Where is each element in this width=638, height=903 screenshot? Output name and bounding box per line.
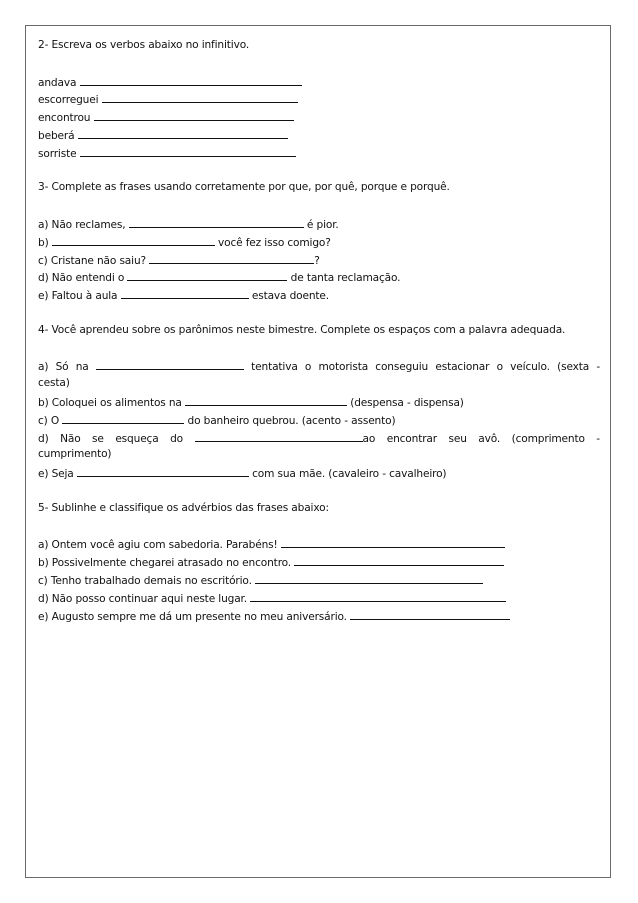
- answer-blank[interactable]: [250, 589, 506, 602]
- worksheet-frame: [25, 25, 611, 878]
- section2-item-escorreguei: escorreguei: [38, 90, 600, 108]
- section2-item-sorriste: sorriste: [38, 144, 600, 162]
- section4-item-c: c) O do banheiro quebrou. (acento - assento): [38, 411, 600, 429]
- section4-item-e: e) Seja com sua mãe. (cavaleiro - cavalheiro): [38, 464, 600, 482]
- section5-item-e: e) Augusto sempre me dá um presente no meu aniversário.: [38, 607, 600, 625]
- answer-blank[interactable]: [96, 357, 244, 370]
- answer-blank[interactable]: [149, 251, 314, 264]
- answer-blank[interactable]: [195, 429, 363, 442]
- answer-blank[interactable]: [350, 607, 510, 620]
- answer-blank[interactable]: [127, 268, 287, 281]
- section4-item-a: a) Só na tentativa o motorista conseguiu estacionar o veículo. (sexta -: [38, 357, 600, 375]
- section5-item-d: d) Não posso continuar aqui neste lugar.: [38, 589, 600, 607]
- section3-item-b: b) você fez isso comigo?: [38, 233, 600, 251]
- answer-blank[interactable]: [80, 144, 296, 157]
- section4-item-d: d) Não se esqueça do ao encontrar seu avô. (comprimento -: [38, 429, 600, 447]
- section3-item-d: d) Não entendi o de tanta reclamação.: [38, 268, 600, 286]
- answer-blank[interactable]: [255, 571, 483, 584]
- answer-blank[interactable]: [102, 90, 298, 103]
- section3-heading: 3- Complete as frases usando corretamente por que, por quê, porque e porquê.: [38, 181, 450, 194]
- section5-item-c: c) Tenho trabalhado demais no escritório.: [38, 571, 600, 589]
- answer-blank[interactable]: [121, 286, 249, 299]
- section4-item-d-continued: cumprimento): [38, 448, 112, 461]
- answer-blank[interactable]: [129, 215, 304, 228]
- section3-item-e: e) Faltou à aula estava doente.: [38, 286, 600, 304]
- section5-heading: 5- Sublinhe e classifique os advérbios das frases abaixo:: [38, 501, 329, 514]
- worksheet-content: [38, 37, 600, 624]
- answer-blank[interactable]: [94, 108, 294, 121]
- answer-blank[interactable]: [294, 553, 504, 566]
- section5-item-b: b) Possivelmente chegarei atrasado no encontro.: [38, 553, 600, 571]
- section4-heading: 4- Você aprendeu sobre os parônimos neste bimestre. Complete os espaços com a palavra adequada.: [38, 323, 566, 336]
- section4-item-a-continued: cesta): [38, 377, 70, 390]
- section3-item-a: a) Não reclames, é pior.: [38, 215, 600, 233]
- section3-item-c: c) Cristane não saiu? ?: [38, 251, 600, 269]
- answer-blank[interactable]: [77, 464, 249, 477]
- answer-blank[interactable]: [80, 73, 302, 86]
- section2-item-encontrou: encontrou: [38, 108, 600, 126]
- section2-item-andava: andava: [38, 73, 600, 91]
- answer-blank[interactable]: [62, 411, 184, 424]
- section5-item-a: a) Ontem você agiu com sabedoria. Parabéns!: [38, 535, 600, 553]
- section2-heading: 2- Escreva os verbos abaixo no infinitivo.: [38, 39, 250, 51]
- section2-item-bebera: beberá: [38, 126, 600, 144]
- section4-item-b: b) Coloquei os alimentos na (despensa - dispensa): [38, 393, 600, 411]
- answer-blank[interactable]: [78, 126, 288, 139]
- answer-blank[interactable]: [52, 233, 215, 246]
- answer-blank[interactable]: [281, 535, 505, 548]
- answer-blank[interactable]: [185, 393, 347, 406]
